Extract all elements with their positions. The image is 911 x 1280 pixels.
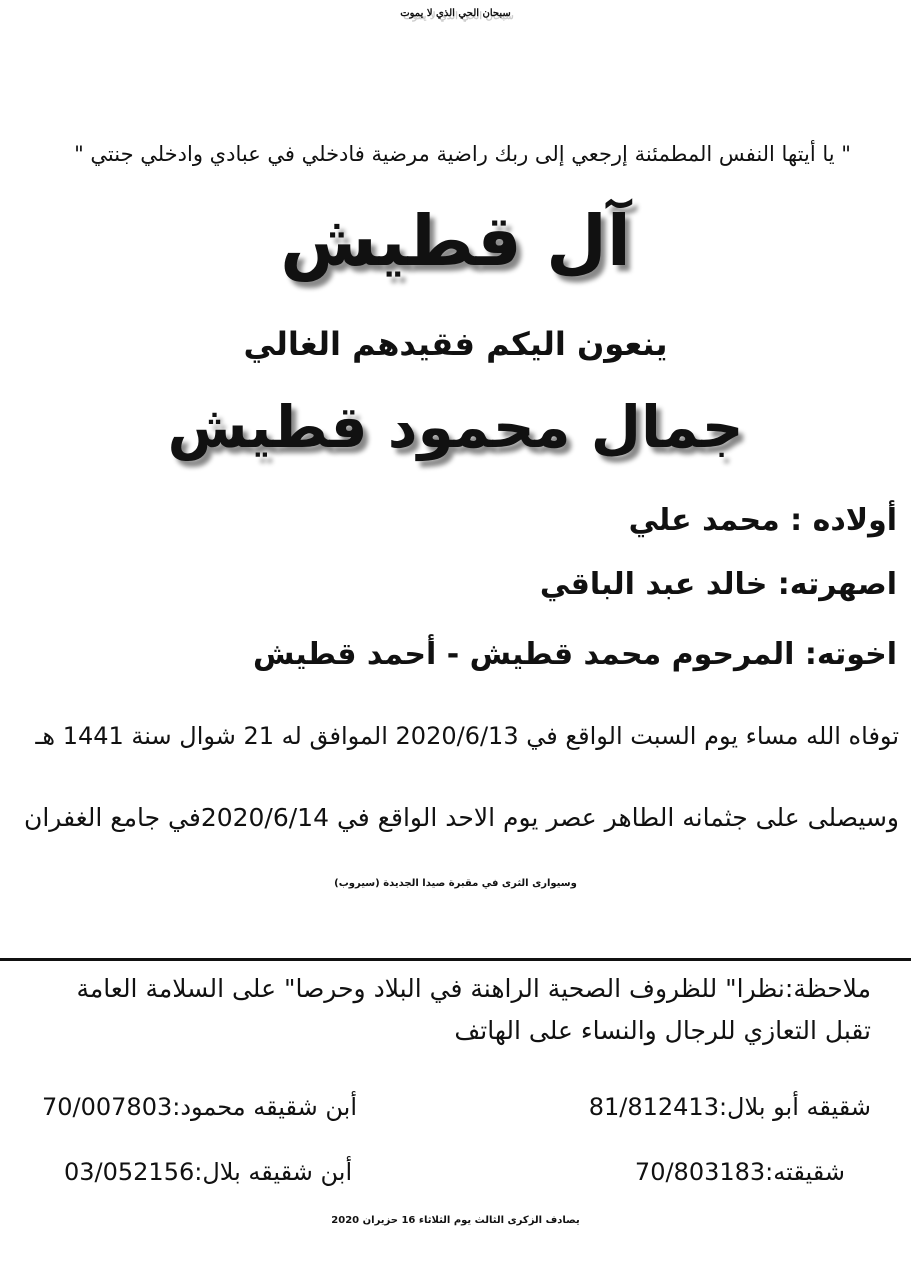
- condolence-note: ملاحظة:نظرا" للظروف الصحية الراهنة في البلاد وحرصا" على السلامة العامة تقبل التعازي للرجال والنساء على الهاتف: [76, 974, 871, 1045]
- announcement-line: ينعون اليكم فقيدهم الغالي: [243, 325, 668, 363]
- relative-children: أولاده : محمد علي: [628, 503, 897, 538]
- contact-brother: شقيقه أبو بلال:81/812413: [588, 1093, 871, 1121]
- deceased-name: جمال محمود قطيش: [167, 393, 744, 461]
- relative-brothers: اخوته: المرحوم محمد قطيش - أحمد قطيش: [252, 637, 897, 672]
- quran-verse: " يا أيتها النفس المطمئنة إرجعي إلى ربك راضية مرضية فادخلي في عبادي وادخلي جنتي ": [74, 142, 851, 166]
- contact-sister: شقيقته:70/803183: [634, 1158, 845, 1186]
- family-name: آل قطيش: [280, 200, 631, 282]
- contact-nephew-bilal: أبن شقيقه بلال:03/052156: [64, 1158, 353, 1186]
- calligraphy-header: سبحان الحي الذي لا يموت: [400, 8, 511, 19]
- death-notice: توفاه الله مساء يوم السبت الواقع في 2020/6/13 الموافق له 21 شوال سنة 1441 هـ: [35, 722, 899, 750]
- contact-nephew-mahmoud: أبن شقيقه محمود:70/007803: [42, 1093, 358, 1121]
- divider-line: [0, 958, 911, 961]
- relative-in-laws: اصهرته: خالد عبد الباقي: [539, 567, 897, 602]
- burial-notice: وسيوارى الثرى في مقبرة صيدا الجديدة (سيروب): [334, 878, 577, 889]
- prayer-notice: وسيصلى على جثمانه الطاهر عصر يوم الاحد الواقع في 2020/6/14في جامع الغفران: [23, 803, 899, 832]
- anniversary-footer: يصادف الزكرى الثالث يوم الثلاثاء 16 حزيران 2020: [331, 1215, 580, 1226]
